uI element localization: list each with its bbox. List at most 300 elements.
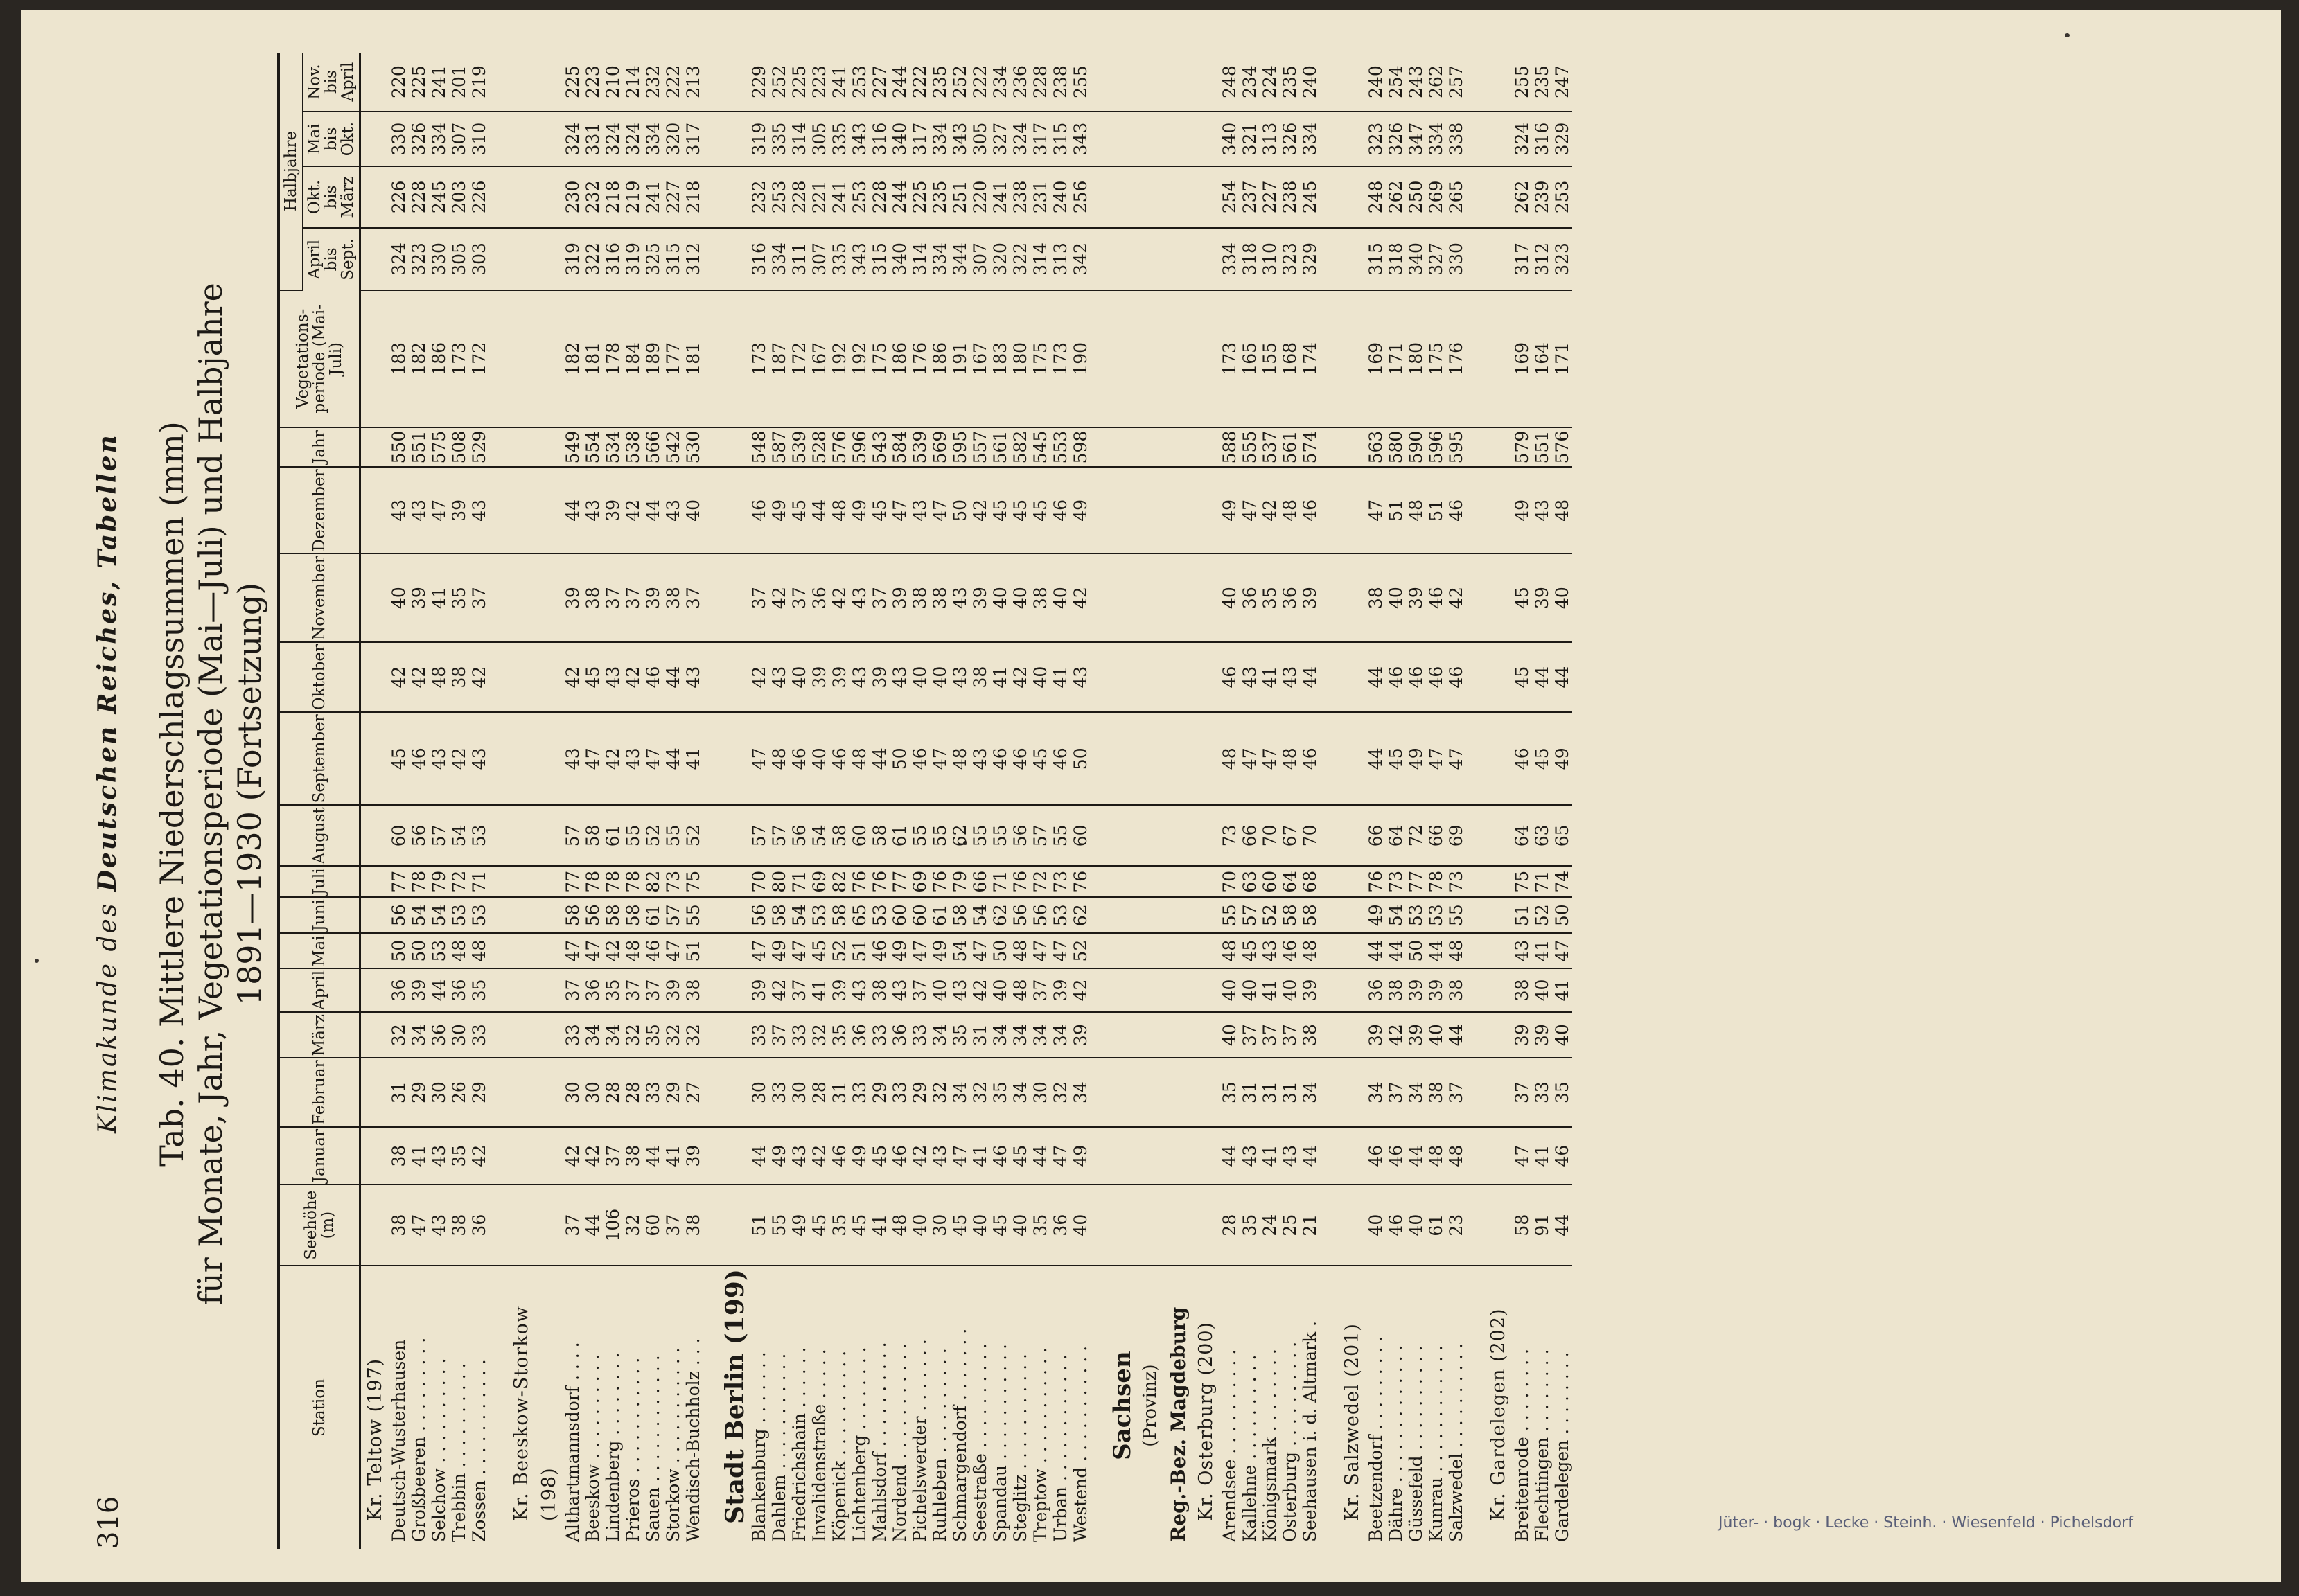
table-cell: 48 [849,712,870,805]
empty-cell [535,228,563,290]
empty-cell [535,1127,563,1185]
table-cell: 49 [1406,712,1426,805]
table-cell: 70 [1219,866,1240,897]
table-cell: 48 [1010,968,1030,1012]
table-cell: 165 [1240,290,1260,427]
table-cell: 32 [683,1012,703,1058]
empty-cell [1338,1127,1366,1185]
empty-cell [721,933,749,968]
empty-cell [1164,642,1192,712]
table-cell: 41 [1260,642,1280,712]
empty-cell [721,290,749,427]
empty-cell [1484,166,1512,228]
table-cell: 78 [583,866,603,897]
table-cell: 32 [389,1012,409,1058]
table-cell: 557 [970,427,990,468]
table-cell: 55 [970,805,990,866]
col-year: Jahr [279,427,360,468]
table-cell: 316 [603,228,623,290]
table-cell: 45 [1010,1127,1030,1185]
page-number: 316 [93,1496,125,1549]
table-row [563,53,583,1549]
table-cell: 222 [910,53,930,112]
table-cell: 38 [449,642,469,712]
empty-cell [1136,933,1164,968]
table-cell: 184 [623,290,643,427]
table-cell: 37 [789,553,809,642]
empty-cell [1109,1127,1136,1185]
table-cell: 34 [1366,1058,1386,1127]
table-cell: 40 [1552,1012,1572,1058]
empty-cell [360,1058,389,1127]
table-cell: 45 [809,1185,829,1266]
table-cell: 58 [603,897,623,933]
table-cell: 40 [970,1185,990,1266]
table-cell: 253 [769,166,789,228]
table-cell: 48 [950,712,970,805]
empty-cell [721,427,749,468]
table-cell: 256 [1071,166,1091,228]
table-cell: 36 [469,1185,489,1266]
table-cell: 43 [683,642,703,712]
table-cell: 307 [449,112,469,166]
empty-cell [360,228,389,290]
station-name: Prieros . . . . . . . . . . . [623,1357,643,1542]
table-cell: 234 [1240,53,1260,112]
empty-cell [1484,805,1512,866]
table-cell: 235 [930,53,950,112]
empty-cell [360,467,389,553]
table-cell: 45 [1030,467,1050,553]
empty-cell [1164,805,1192,866]
spacer-cell [1466,1012,1484,1058]
table-cell: 76 [1010,866,1030,897]
table-cell: 69 [809,866,829,897]
empty-cell [1164,897,1192,933]
table-cell: 39 [1300,968,1320,1012]
table-cell: 316 [1532,112,1552,166]
table-cell: 55 [1050,805,1071,866]
empty-cell [1338,290,1366,427]
empty-cell [507,1127,535,1185]
table-cell: 33 [910,1012,930,1058]
table-cell: 55 [910,805,930,866]
spacer-cell [1320,467,1338,553]
table-row [1386,53,1406,1549]
table-cell: 62 [990,897,1010,933]
table-cell: 312 [1532,228,1552,290]
spacer-cell [489,467,507,553]
table-cell: 45 [1030,712,1050,805]
table-cell: 38 [389,1185,409,1266]
spacer-cell [1320,1185,1338,1266]
table-cell: 46 [789,712,809,805]
spacer-row [1091,53,1109,1549]
table-cell: 236 [1010,53,1030,112]
empty-cell [360,1012,389,1058]
table-cell: 54 [970,897,990,933]
table-cell: 49 [849,467,870,553]
empty-cell [1192,712,1219,805]
spacer-cell [703,805,721,866]
spacer-cell [703,866,721,897]
empty-cell [360,805,389,866]
table-row [749,53,769,1549]
table-cell: 254 [1386,53,1406,112]
table-cell: 555 [1240,427,1260,468]
empty-cell [507,427,535,468]
table-cell: 238 [1280,166,1300,228]
table-cell: 73 [1219,805,1240,866]
table-cell: 173 [449,290,469,427]
table-cell: 41 [1260,1127,1280,1185]
empty-cell [1338,1185,1366,1266]
table-cell: 55 [663,805,683,866]
table-cell: 46 [1512,712,1532,805]
col-dec: Dezember [279,467,360,553]
empty-cell [1338,1012,1366,1058]
table-cell: 56 [749,897,769,933]
table-cell: 47 [1240,467,1260,553]
table-cell: 172 [789,290,809,427]
table-cell: 91 [1532,1185,1552,1266]
table-cell: 36 [1366,968,1386,1012]
table-cell: 44 [663,642,683,712]
table-cell: 40 [1010,1185,1030,1266]
table-cell: 253 [849,166,870,228]
empty-cell [1338,228,1366,290]
spacer-cell [1320,112,1338,166]
table-cell: 38 [1426,1058,1446,1127]
table-cell: 37 [603,553,623,642]
table-cell: 37 [910,968,930,1012]
empty-cell [1164,1127,1192,1185]
table-cell: 235 [1532,53,1552,112]
station-name: Dähre . . . . . . . . . . . . . [1386,1345,1406,1542]
table-cell: 37 [789,968,809,1012]
empty-cell [721,467,749,553]
table-cell: 598 [1071,427,1091,468]
table-cell: 330 [389,112,409,166]
empty-cell [1164,290,1192,427]
table-cell: 49 [1071,1127,1091,1185]
station-name: Sauen . . . . . . . . . . . . [643,1355,663,1542]
table-row [1512,53,1532,1549]
table-cell: 53 [429,933,449,968]
table-cell: 66 [1366,805,1386,866]
table-cell: 50 [890,712,910,805]
empty-cell [1484,290,1512,427]
table-cell: 30 [789,1058,809,1127]
table-cell: 48 [469,933,489,968]
empty-cell [507,897,535,933]
table-cell: 55 [683,897,703,933]
empty-cell [1164,553,1192,642]
table-cell: 40 [1219,1012,1240,1058]
empty-cell [360,290,389,427]
table-cell: 79 [429,866,449,897]
table-cell: 43 [890,968,910,1012]
table-cell: 43 [950,553,970,642]
empty-cell [1484,712,1512,805]
table-cell: 343 [950,112,970,166]
table-cell: 51 [1386,467,1406,553]
table-cell: 314 [910,228,930,290]
spacer-cell [703,968,721,1012]
table-cell: 241 [829,166,849,228]
table-cell: 255 [1512,53,1532,112]
table-cell: 71 [469,866,489,897]
spacer-cell [1466,968,1484,1012]
table-cell: 590 [1406,427,1426,468]
col-station: Station [279,1266,360,1549]
empty-cell [360,897,389,933]
table-cell: 35 [1219,1058,1240,1127]
table-cell: 37 [769,1012,789,1058]
table-cell: 340 [1406,228,1426,290]
empty-cell [1192,228,1219,290]
table-cell: 46 [829,712,849,805]
group-heading-row [507,53,535,1549]
table-cell: 47 [1366,467,1386,553]
table-cell: 39 [1532,553,1552,642]
spacer-cell [1091,933,1109,968]
table-cell: 38 [623,1127,643,1185]
table-cell: 553 [1050,427,1071,468]
table-cell: 58 [829,897,849,933]
spacer-cell [1091,968,1109,1012]
spacer-cell [1466,166,1484,228]
empty-cell [1484,553,1512,642]
table-cell: 44 [1300,1127,1320,1185]
table-cell: 181 [683,290,703,427]
table-cell: 40 [389,553,409,642]
station-name: Zossen . . . . . . . . . . . [469,1359,489,1542]
table-cell: 226 [469,166,489,228]
station-name: Nordend . . . . . . . . . . . [890,1343,910,1542]
table-cell: 76 [870,866,890,897]
table-cell: 42 [623,467,643,553]
table-row [1030,53,1050,1549]
table-cell: 42 [449,712,469,805]
table-cell: 56 [1030,897,1050,933]
table-cell: 37 [603,1127,623,1185]
spacer-cell [703,290,721,427]
table-cell: 37 [870,553,890,642]
spacer-cell [1466,866,1484,897]
table-cell: 44 [429,968,449,1012]
table-cell: 340 [1219,112,1240,166]
empty-cell [1192,112,1219,166]
table-cell: 262 [1512,166,1532,228]
precipitation-table [277,53,1572,1549]
table-cell: 34 [1300,1058,1320,1127]
table-cell: 239 [1532,166,1552,228]
col-nov: November [279,553,360,642]
empty-cell [535,553,563,642]
spacer-cell [1091,642,1109,712]
spacer-cell [703,933,721,968]
spacer-cell [1091,1185,1109,1266]
table-cell: 30 [449,1012,469,1058]
empty-cell [360,1127,389,1185]
empty-cell [721,228,749,290]
table-cell: 47 [1050,1127,1071,1185]
table-cell: 39 [1406,968,1426,1012]
table-cell: 60 [389,805,409,866]
spacer-cell [1320,553,1338,642]
table-row [583,53,603,1549]
table-cell: 48 [829,467,849,553]
table-cell: 33 [563,1012,583,1058]
empty-cell [360,53,389,112]
empty-cell [1192,933,1219,968]
table-cell: 228 [1030,53,1050,112]
empty-cell [360,968,389,1012]
table-cell: 47 [970,933,990,968]
table-cell: 48 [1280,712,1300,805]
table-cell: 44 [563,467,583,553]
spacer-cell [489,553,507,642]
station-name: Althartmannsdorf . . . . [563,1342,583,1542]
table-cell: 596 [849,427,870,468]
empty-cell [1484,1058,1512,1127]
table-cell: 252 [769,53,789,112]
table-row [469,53,489,1549]
table-cell: 58 [623,897,643,933]
table-cell: 245 [1300,166,1320,228]
table-cell: 38 [663,553,683,642]
table-cell: 44 [809,467,829,553]
empty-cell [1338,112,1366,166]
table-cell: 240 [1050,166,1071,228]
table-cell: 44 [1366,712,1386,805]
table-cell: 330 [1446,228,1466,290]
table-cell: 60 [910,897,930,933]
table-cell: 595 [1446,427,1466,468]
table-cell: 33 [769,1058,789,1127]
col-jan: Januar [279,1127,360,1185]
table-cell: 60 [890,897,910,933]
table-cell: 30 [429,1058,449,1127]
table-cell: 28 [809,1058,829,1127]
empty-cell [1484,642,1512,712]
table-cell: 72 [449,866,469,897]
table-cell: 45 [990,1185,1010,1266]
table-cell: 222 [663,53,683,112]
table-cell: 251 [950,166,970,228]
table-cell: 67 [1280,805,1300,866]
table-cell: 41 [663,1127,683,1185]
table-cell: 56 [1010,805,1030,866]
table-cell: 48 [429,642,449,712]
station-name: Breitenrode . . . . . . . . [1512,1348,1532,1542]
empty-cell [507,805,535,866]
table-cell: 63 [1532,805,1552,866]
table-cell: 46 [1300,467,1320,553]
table-cell: 47 [1260,712,1280,805]
table-cell: 45 [1532,712,1552,805]
table-cell: 36 [429,1012,449,1058]
empty-cell [1484,1012,1512,1058]
empty-cell [360,166,389,228]
table-cell: 43 [849,642,870,712]
table-cell: 42 [970,467,990,553]
spacer-cell [1320,642,1338,712]
table-cell: 42 [809,1127,829,1185]
table-cell: 45 [990,467,1010,553]
table-cell: 30 [583,1058,603,1127]
empty-cell [1136,642,1164,712]
table-cell: 38 [1446,968,1466,1012]
group-heading-row [1192,53,1219,1549]
table-cell: 39 [1071,1012,1091,1058]
table-cell: 323 [409,228,429,290]
empty-cell [1164,53,1192,112]
table-cell: 64 [1280,866,1300,897]
empty-cell [1192,1012,1219,1058]
table-cell: 47 [1240,712,1260,805]
table-cell: 46 [1426,642,1446,712]
table-cell: 43 [389,467,409,553]
table-cell: 43 [1260,933,1280,968]
table-cell: 33 [469,1012,489,1058]
table-cell: 39 [1300,553,1320,642]
table-cell: 595 [950,427,970,468]
table-cell: 42 [910,1127,930,1185]
station-name: Westend . . . . . . . . . . . [1071,1345,1091,1542]
empty-cell [535,805,563,866]
table-cell: 36 [1240,553,1260,642]
table-cell: 37 [1260,1012,1280,1058]
table-cell: 46 [1446,467,1466,553]
table-row [1010,53,1030,1549]
table-row [1552,53,1572,1549]
table-cell: 173 [1050,290,1071,427]
table-cell: 40 [910,642,930,712]
table-cell: 38 [683,1185,703,1266]
table-cell: 317 [1030,112,1050,166]
col-jun: Juni [279,897,360,933]
table-cell: 228 [870,166,890,228]
table-cell: 39 [970,553,990,642]
table-cell: 45 [1512,553,1532,642]
table-row [1280,53,1300,1549]
table-cell: 187 [769,290,789,427]
table-cell: 596 [1426,427,1446,468]
empty-cell [721,642,749,712]
spacer-cell [489,1266,507,1549]
table-cell: 265 [1446,166,1466,228]
col-oct-mar: Okt. bis März [303,166,360,228]
table-cell: 42 [769,553,789,642]
table-cell: 36 [1280,553,1300,642]
table-cell: 60 [643,1185,663,1266]
table-cell: 39 [1050,968,1071,1012]
table-cell: 33 [789,1012,809,1058]
table-cell: 37 [1280,1012,1300,1058]
table-cell: 228 [409,166,429,228]
table-cell: 50 [950,467,970,553]
table-cell: 225 [563,53,583,112]
table-cell: 38 [389,1127,409,1185]
empty-cell [535,1058,563,1127]
table-cell: 23 [1446,1185,1466,1266]
table-cell: 257 [1446,53,1466,112]
table-cell: 55 [769,1185,789,1266]
table-cell: 43 [950,968,970,1012]
spacer-cell [703,427,721,468]
